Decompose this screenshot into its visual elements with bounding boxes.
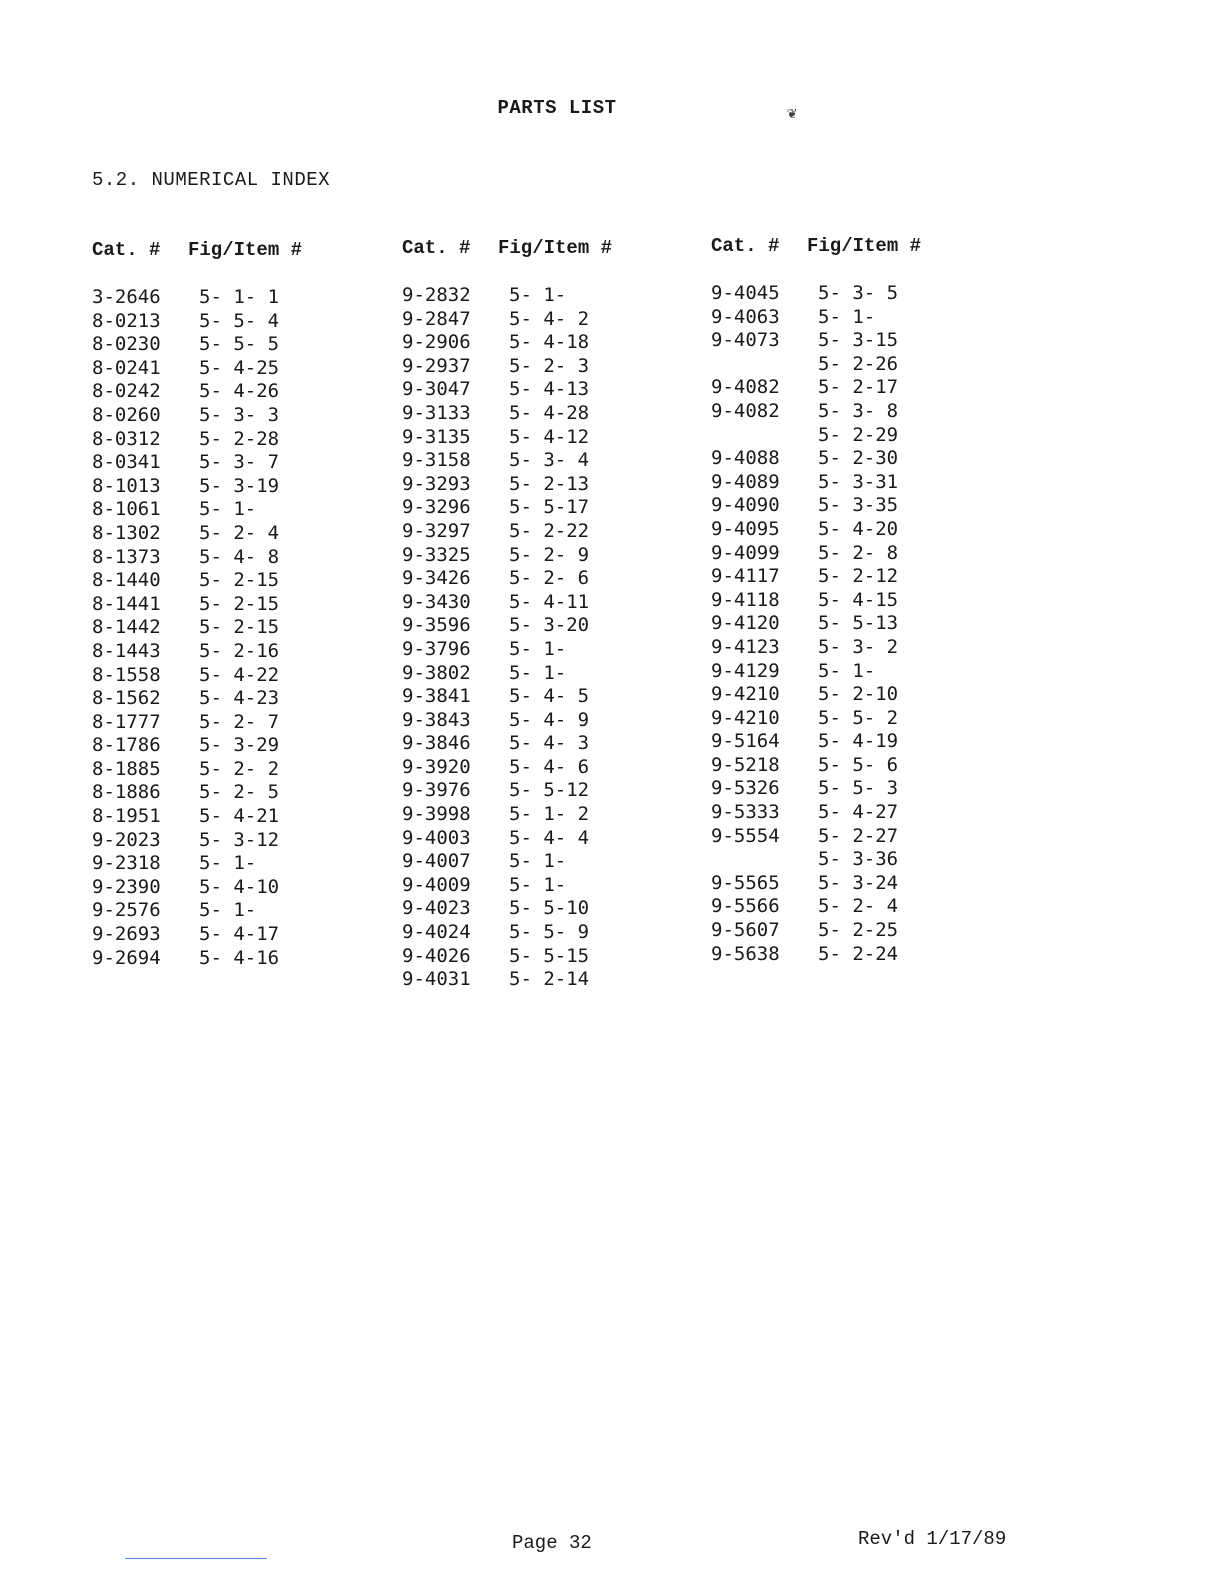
catalog-number: 9-5326 (711, 777, 780, 800)
fig-item-number: 5- 5- 6 (818, 753, 899, 776)
index-row (92, 664, 382, 688)
fig-item-number: 5- 2- 9 (509, 543, 590, 566)
catalog-number: 8-0242 (92, 380, 161, 403)
catalog-number: 9-4031 (402, 968, 471, 991)
index-row (711, 329, 1001, 353)
fig-item-number: 5- 4-17 (199, 923, 280, 946)
fig-item-number: 5- 3- 5 (818, 282, 899, 304)
catalog-number: 8-0213 (92, 309, 161, 332)
fig-item-number: 5- 4-11 (509, 590, 590, 613)
catalog-number: 9-3920 (402, 755, 471, 778)
fig-item-number: 5- 4- 5 (509, 685, 590, 708)
fig-item-number: 5- 5- 5 (199, 333, 280, 356)
catalog-number: 9-4026 (402, 944, 471, 967)
fig-item-number: 5- 4- 9 (509, 708, 590, 731)
fig-item-number: 5- 1- (509, 873, 567, 896)
fig-item-number: 5- 5- 2 (818, 706, 899, 729)
index-row (402, 921, 692, 945)
fig-item-number: 5- 1- (509, 284, 567, 306)
fig-item-number: 5- 2-10 (818, 683, 899, 706)
catalog-number: 8-1441 (92, 592, 161, 615)
index-row (402, 779, 692, 803)
fig-item-number: 5- 4-27 (818, 801, 899, 824)
catalog-number: 9-3135 (402, 425, 471, 448)
index-row (92, 522, 382, 546)
catalog-number: 8-1886 (92, 781, 161, 804)
catalog-number: 8-1373 (92, 545, 161, 568)
fig-item-number: 5- 5-12 (509, 779, 590, 802)
cat-header: Cat. # (92, 239, 161, 261)
fig-item-number: 5- 2-13 (509, 472, 590, 495)
index-row (711, 848, 1001, 872)
catalog-number: 9-4082 (711, 399, 780, 422)
fig-item-header: Fig/Item # (807, 235, 922, 257)
index-row (402, 803, 692, 827)
fig-item-number: 5- 1- (818, 305, 876, 328)
catalog-number: 9-3998 (402, 803, 471, 826)
catalog-number: 9-3325 (402, 543, 471, 566)
index-row (92, 829, 382, 853)
fig-item-number: 5- 1- 1 (199, 286, 280, 308)
index-row (711, 353, 1001, 377)
catalog-number: 9-4045 (711, 282, 780, 304)
index-row (402, 473, 692, 497)
index-row (92, 805, 382, 829)
catalog-number: 9-4129 (711, 659, 780, 682)
index-row (92, 475, 382, 499)
fig-item-number: 5- 3- 4 (509, 449, 590, 472)
fig-item-number: 5- 2-25 (818, 919, 899, 942)
index-rows (92, 286, 382, 970)
fig-item-number: 5- 4-19 (818, 730, 899, 753)
index-row (711, 400, 1001, 424)
index-row (402, 874, 692, 898)
catalog-number: 9-2390 (92, 875, 161, 898)
catalog-number: 9-5164 (711, 730, 780, 753)
fig-item-number: 5- 2- 8 (818, 541, 899, 564)
index-row (402, 968, 692, 992)
catalog-number: 9-4118 (711, 588, 780, 611)
fig-item-number: 5- 4-16 (199, 946, 280, 969)
index-row (402, 544, 692, 568)
index-row (402, 567, 692, 591)
fig-item-number: 5- 4-25 (199, 356, 280, 379)
catalog-number: 9-4117 (711, 565, 780, 588)
catalog-number: 9-5565 (711, 871, 780, 894)
index-row (92, 947, 382, 971)
fig-item-number: 5- 5-17 (509, 496, 590, 519)
catalog-number: 8-0312 (92, 427, 161, 450)
index-row (402, 638, 692, 662)
index-row (402, 520, 692, 544)
catalog-number: 9-4099 (711, 541, 780, 564)
catalog-number: 9-3296 (402, 496, 471, 519)
index-row (402, 614, 692, 638)
fig-item-number: 5- 3- 7 (199, 451, 280, 474)
catalog-number: 8-1442 (92, 616, 161, 639)
fig-item-number: 5- 2-26 (818, 352, 899, 375)
index-row (402, 827, 692, 851)
cat-header: Cat. # (402, 237, 471, 259)
index-row (711, 565, 1001, 589)
index-row (402, 662, 692, 686)
index-row (92, 428, 382, 452)
index-row (92, 404, 382, 428)
index-row (711, 471, 1001, 495)
index-row (402, 685, 692, 709)
index-row (711, 895, 1001, 919)
fig-item-number: 5- 1- (818, 659, 876, 682)
catalog-number: 9-3430 (402, 590, 471, 613)
cat-header: Cat. # (711, 235, 780, 257)
catalog-number: 9-4023 (402, 897, 471, 920)
catalog-number: 9-3297 (402, 519, 471, 542)
index-row (92, 923, 382, 947)
catalog-number: 8-0241 (92, 356, 161, 379)
catalog-number: 8-1951 (92, 805, 161, 828)
fig-item-number: 5- 4-10 (199, 875, 280, 898)
catalog-number: 9-5333 (711, 801, 780, 824)
index-row (402, 945, 692, 969)
fig-item-number: 5- 4-23 (199, 687, 280, 710)
fig-item-number: 5- 4-13 (509, 378, 590, 401)
fig-item-number: 5- 2-29 (818, 423, 899, 446)
catalog-number: 9-2693 (92, 923, 161, 946)
column-header (402, 237, 692, 267)
catalog-number: 9-3426 (402, 567, 471, 590)
index-row (92, 569, 382, 593)
index-row (92, 711, 382, 735)
catalog-number: 9-4082 (711, 376, 780, 399)
index-row (92, 687, 382, 711)
fig-item-number: 5- 5- 3 (818, 777, 899, 800)
index-row (402, 426, 692, 450)
fig-item-header: Fig/Item # (498, 237, 613, 259)
catalog-number: 9-4024 (402, 921, 471, 944)
fig-item-number: 5- 1- (199, 852, 257, 875)
fig-item-number: 5- 2-15 (199, 569, 280, 592)
fig-item-number: 5- 2-24 (818, 942, 899, 965)
index-row (402, 284, 692, 308)
catalog-number: 8-1777 (92, 710, 161, 733)
fig-item-number: 5- 5-15 (509, 944, 590, 967)
fig-item-number: 5- 3- 2 (818, 635, 899, 658)
index-row (402, 449, 692, 473)
catalog-number: 8-1061 (92, 498, 161, 521)
index-row (92, 758, 382, 782)
fig-item-number: 5- 2- 5 (199, 781, 280, 804)
fig-item-number: 5- 2- 4 (199, 521, 280, 544)
catalog-number: 8-0341 (92, 451, 161, 474)
catalog-number: 9-4210 (711, 683, 780, 706)
catalog-number: 9-3843 (402, 708, 471, 731)
catalog-number: 9-5638 (711, 942, 780, 965)
catalog-number: 8-1443 (92, 639, 161, 662)
fig-item-number: 5- 2-16 (199, 639, 280, 662)
index-row (92, 286, 382, 310)
fig-item-number: 5- 4-22 (199, 663, 280, 686)
fig-item-number: 5- 3-35 (818, 494, 899, 517)
index-row (711, 872, 1001, 896)
fig-item-number: 5- 5- 4 (199, 309, 280, 332)
catalog-number: 9-3596 (402, 614, 471, 637)
fig-item-number: 5- 3-31 (818, 470, 899, 493)
fig-item-number: 5- 1- (199, 899, 257, 922)
index-rows (711, 282, 1001, 966)
index-row (711, 542, 1001, 566)
index-row (711, 754, 1001, 778)
catalog-number: 9-4073 (711, 329, 780, 352)
catalog-number: 9-2847 (402, 307, 471, 330)
catalog-number: 9-4007 (402, 850, 471, 873)
index-column-3 (711, 235, 1001, 966)
index-row (711, 282, 1001, 306)
catalog-number: 9-3802 (402, 661, 471, 684)
catalog-number: 9-2694 (92, 946, 161, 969)
fig-item-number: 5- 1- (509, 850, 567, 873)
catalog-number: 9-3133 (402, 401, 471, 424)
catalog-number: 9-5218 (711, 753, 780, 776)
fig-item-number: 5- 2- 3 (509, 354, 590, 377)
index-row (711, 777, 1001, 801)
fig-item-number: 5- 3-36 (818, 848, 899, 871)
catalog-number: 9-4089 (711, 470, 780, 493)
fig-item-number: 5- 2-27 (818, 824, 899, 847)
fig-item-number: 5- 4- 6 (509, 755, 590, 778)
index-row (402, 308, 692, 332)
index-row (92, 640, 382, 664)
index-row (711, 707, 1001, 731)
catalog-number: 9-4095 (711, 517, 780, 540)
index-row (92, 593, 382, 617)
fig-item-number: 5- 3-20 (509, 614, 590, 637)
fig-item-number: 5- 4- 3 (509, 732, 590, 755)
catalog-number: 9-2906 (402, 331, 471, 354)
fig-item-number: 5- 4-21 (199, 805, 280, 828)
fig-item-number: 5- 3-12 (199, 828, 280, 851)
index-row (92, 451, 382, 475)
catalog-number: 8-1558 (92, 663, 161, 686)
catalog-number: 9-3846 (402, 732, 471, 755)
catalog-number: 8-0260 (92, 403, 161, 426)
catalog-number: 9-4063 (711, 305, 780, 328)
index-row (402, 732, 692, 756)
fig-item-number: 5- 2- 2 (199, 757, 280, 780)
fig-item-number: 5- 4- 2 (509, 307, 590, 330)
page-title: PARTS LIST (497, 97, 617, 119)
index-column-2 (402, 237, 692, 992)
page-number: Page 32 (512, 1532, 592, 1554)
fig-item-number: 5- 3-15 (818, 329, 899, 352)
catalog-number: 9-3158 (402, 449, 471, 472)
fig-item-number: 5- 2-28 (199, 427, 280, 450)
footer-rule (125, 1558, 267, 1559)
fig-item-number: 5- 2-14 (509, 968, 590, 991)
index-row (711, 919, 1001, 943)
catalog-number: 9-4123 (711, 635, 780, 658)
catalog-number: 8-1302 (92, 521, 161, 544)
fig-item-number: 5- 2- 4 (818, 895, 899, 918)
catalog-number: 8-1440 (92, 569, 161, 592)
fig-item-number: 5- 2- 7 (199, 710, 280, 733)
fig-item-number: 5- 4-26 (199, 380, 280, 403)
fig-item-number: 5- 4-20 (818, 517, 899, 540)
index-row (711, 518, 1001, 542)
catalog-number: 9-4120 (711, 612, 780, 635)
fig-item-number: 5- 3-24 (818, 871, 899, 894)
fig-item-number: 5- 5-10 (509, 897, 590, 920)
index-row (402, 756, 692, 780)
index-row (402, 378, 692, 402)
fig-item-number: 5- 4- 8 (199, 545, 280, 568)
catalog-number: 9-2023 (92, 828, 161, 851)
catalog-number: 9-5554 (711, 824, 780, 847)
fig-item-number: 5- 1- (509, 637, 567, 660)
catalog-number: 9-4009 (402, 873, 471, 896)
index-row (402, 850, 692, 874)
fig-item-number: 5- 3- 8 (818, 399, 899, 422)
catalog-number: 8-1885 (92, 757, 161, 780)
fig-item-number: 5- 4-15 (818, 588, 899, 611)
index-row (402, 402, 692, 426)
fig-item-number: 5- 1- (509, 661, 567, 684)
fig-item-number: 5- 4-28 (509, 401, 590, 424)
catalog-number: 9-2937 (402, 354, 471, 377)
index-row (711, 447, 1001, 471)
catalog-number: 9-4003 (402, 826, 471, 849)
catalog-number: 9-4088 (711, 447, 780, 470)
index-row (711, 306, 1001, 330)
index-row (92, 498, 382, 522)
index-row (402, 709, 692, 733)
catalog-number: 9-5566 (711, 895, 780, 918)
catalog-number: 9-3796 (402, 637, 471, 660)
fig-item-number: 5- 2-17 (818, 376, 899, 399)
catalog-number: 9-5607 (711, 919, 780, 942)
catalog-number: 3-2646 (92, 286, 161, 308)
fig-item-number: 5- 2-12 (818, 565, 899, 588)
fig-item-number: 5- 2-30 (818, 447, 899, 470)
fleuron-mark-icon: ❦ (787, 103, 797, 122)
index-row (402, 496, 692, 520)
fig-item-number: 5- 5- 9 (509, 921, 590, 944)
index-row (711, 494, 1001, 518)
catalog-number: 8-1786 (92, 734, 161, 757)
index-row (92, 876, 382, 900)
fig-item-number: 5- 1- 2 (509, 803, 590, 826)
index-row (711, 730, 1001, 754)
fig-item-number: 5- 4-12 (509, 425, 590, 448)
fig-item-number: 5- 3-19 (199, 474, 280, 497)
catalog-number: 9-3976 (402, 779, 471, 802)
catalog-number: 9-3047 (402, 378, 471, 401)
index-row (92, 333, 382, 357)
index-rows (402, 284, 692, 992)
index-row (711, 825, 1001, 849)
index-row (92, 734, 382, 758)
fig-item-number: 5- 2-15 (199, 616, 280, 639)
index-row (711, 683, 1001, 707)
index-row (711, 636, 1001, 660)
index-row (711, 376, 1001, 400)
catalog-number: 9-4090 (711, 494, 780, 517)
section-heading: 5.2. NUMERICAL INDEX (92, 169, 331, 191)
fig-item-number: 5- 2-22 (509, 519, 590, 542)
index-row (711, 660, 1001, 684)
catalog-number: 9-2832 (402, 284, 471, 306)
fig-item-number: 5- 5-13 (818, 612, 899, 635)
index-row (402, 355, 692, 379)
index-row (92, 380, 382, 404)
index-row (92, 616, 382, 640)
revision-date: Rev'd 1/17/89 (858, 1528, 1007, 1550)
catalog-number: 8-1013 (92, 474, 161, 497)
index-column-1 (92, 239, 382, 970)
catalog-number: 9-2576 (92, 899, 161, 922)
fig-item-header: Fig/Item # (188, 239, 303, 261)
column-header (92, 239, 382, 269)
index-row (92, 899, 382, 923)
fig-item-number: 5- 2-15 (199, 592, 280, 615)
index-row (92, 357, 382, 381)
catalog-number: 9-4210 (711, 706, 780, 729)
index-row (402, 897, 692, 921)
index-row (92, 310, 382, 334)
fig-item-number: 5- 4-18 (509, 331, 590, 354)
catalog-number: 9-3293 (402, 472, 471, 495)
fig-item-number: 5- 3- 3 (199, 403, 280, 426)
index-row (711, 943, 1001, 967)
index-row (92, 781, 382, 805)
catalog-number: 9-2318 (92, 852, 161, 875)
catalog-number: 8-1562 (92, 687, 161, 710)
index-row (711, 612, 1001, 636)
fig-item-number: 5- 4- 4 (509, 826, 590, 849)
fig-item-number: 5- 1- (199, 498, 257, 521)
index-row (711, 801, 1001, 825)
index-row (92, 546, 382, 570)
fig-item-number: 5- 2- 6 (509, 567, 590, 590)
catalog-number: 9-3841 (402, 685, 471, 708)
index-row (402, 331, 692, 355)
index-row (92, 852, 382, 876)
index-row (402, 591, 692, 615)
index-row (711, 424, 1001, 448)
catalog-number: 8-0230 (92, 333, 161, 356)
fig-item-number: 5- 3-29 (199, 734, 280, 757)
column-header (711, 235, 1001, 265)
index-row (711, 589, 1001, 613)
